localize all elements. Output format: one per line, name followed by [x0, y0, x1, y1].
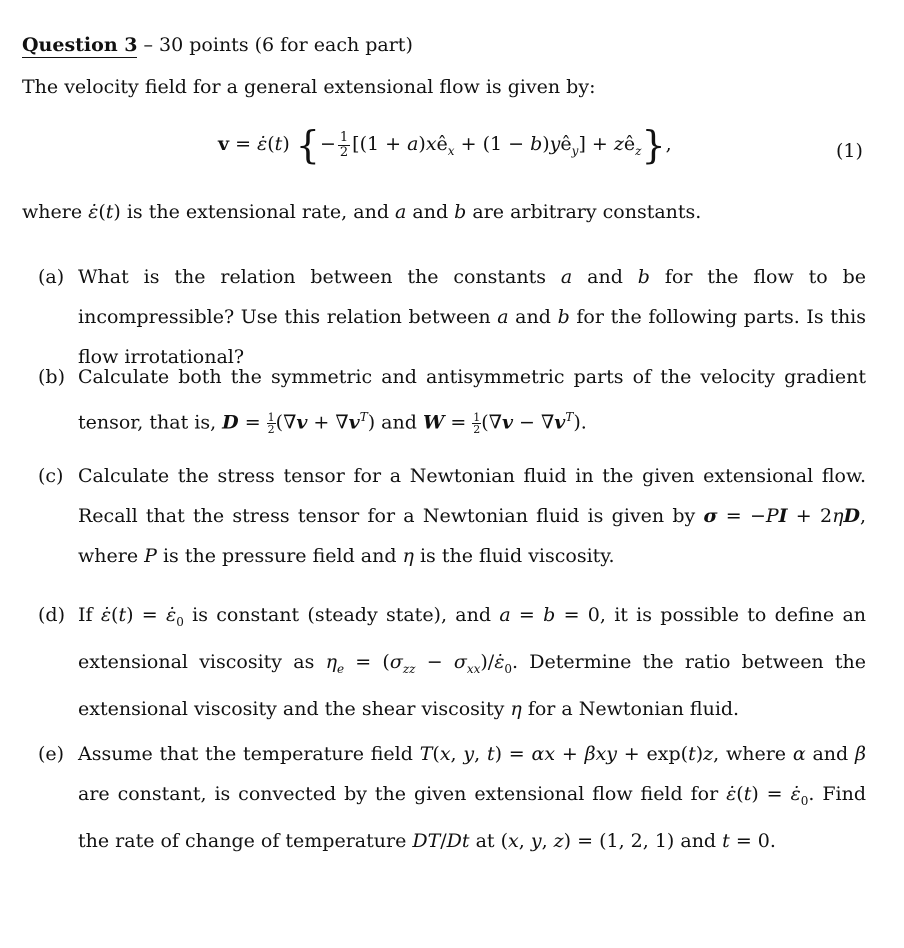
question-header — [22, 34, 413, 56]
velocity-equation: v = ε̇(t) {− $\frac{1}{2}$ [$(1 + a)xê_x + (1$ − $b)yê_y$] + $zê_z$}, — [218, 123, 672, 167]
part-c-text: Calculate the stress tensor for a Newtonian fluid in the given extensional flow. Recall that the stress tensor for a Newtonian fluid is given by σ = −PI + 2ηD, where P is the pressure field and η is the fluid viscosity. — [78, 465, 866, 567]
part-e-label: (e) — [38, 743, 65, 765]
part-c — [38, 456, 866, 576]
part-c-label: (c) — [38, 465, 64, 487]
question-title: Question 3 — [22, 34, 138, 56]
part-b-label: (b) — [38, 366, 65, 388]
part-d-label: (d) — [38, 604, 65, 626]
part-d — [38, 595, 866, 729]
one-half-fraction: $\frac{1}{2}$ — [339, 129, 349, 160]
part-d-text: If ε̇(t) = $\varepsiloṅ_0$ is constant (steady state), and a = b = 0, it is possible to define an extensional viscosity as $\eta_e = (\sigma_{zz}$ − $\sigma_{xx})/\varepsiloṅ_0$. Determine the ratio between the extensional viscosity and the shear viscosity η for a Newtonian fluid. — [78, 604, 867, 720]
part-b — [38, 357, 866, 442]
part-a-text: What is the relation between the constants a and b for the flow to be incompressible? Use this relation between a and b for the following parts. Is this flow irrotational? — [78, 266, 867, 368]
intro-text: The velocity field for a general extensional flow is given by: — [22, 76, 596, 98]
equation-number: (1) — [836, 140, 863, 162]
question-points: – 30 points (6 for each part) — [143, 34, 413, 56]
after-equation-text: where ε̇(t) is the extensional rate, and a and b are arbitrary constants. — [22, 201, 702, 223]
right-brace: } — [641, 123, 666, 167]
left-brace: { — [295, 123, 320, 167]
part-e-text: Assume that the temperature field T(x, y, t) = αx + βxy + exp(t)z, where α and β are constant, is convected by the given extensional flow field for ε̇(t) = $\varepsiloṅ_0$. Find the rate of change of temperature DT/Dt at (x, y, z) = (1, 2, 1) and t = 0. — [78, 743, 866, 852]
part-a-label: (a) — [38, 266, 65, 288]
part-e — [38, 734, 866, 861]
part-b-text: Calculate both the symmetric and antisymmetric parts of the velocity gradient tensor, that is, D = $\frac{1}{2}$ $(\nabla v + \nabla v^T)$ and W = $\frac{1}{2}$ $(\nabla v - \nabla v^T)$. — [78, 366, 866, 436]
